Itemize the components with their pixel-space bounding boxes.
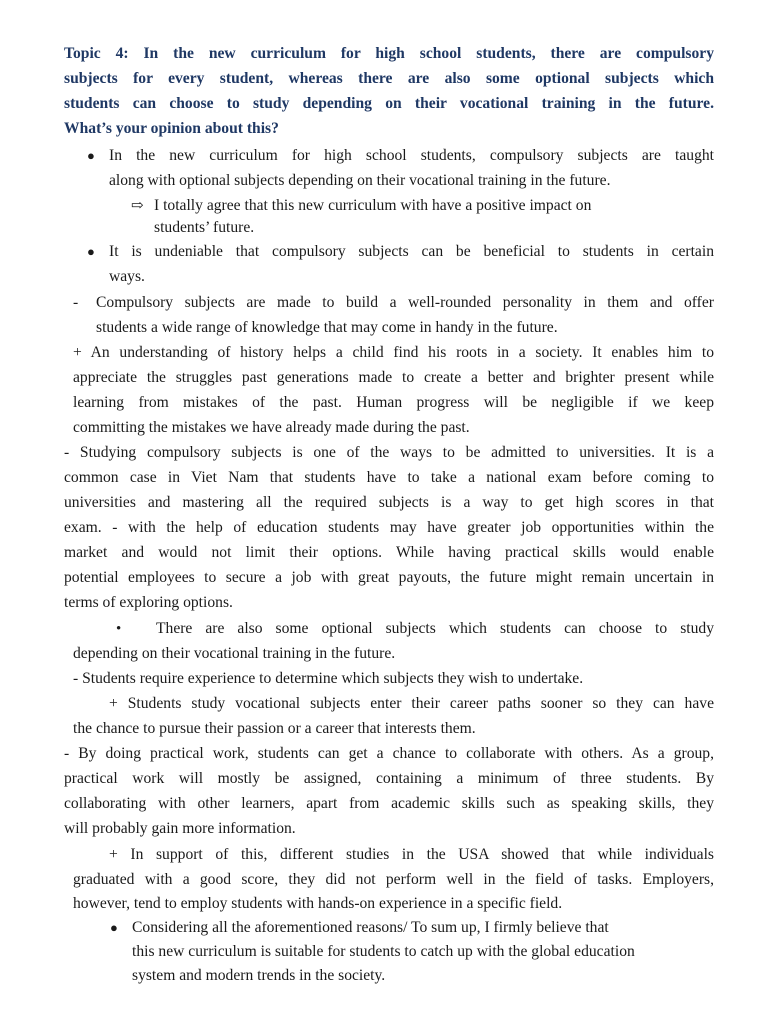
text-line: will probably gain more information. (64, 820, 296, 837)
text-line: ways. (109, 268, 145, 285)
text-line: There are also some optional subjects which students can choose to study (156, 620, 714, 637)
text-line: graduated with a good score, they did not perform well in the field of tasks. Employers, (73, 871, 714, 888)
text-line: students’ future. (154, 219, 255, 236)
text-line: + An understanding of history helps a child find his roots in a society. It enables him to (73, 344, 714, 361)
text-line: - By doing practical work, students can get a chance to collaborate with others. As a group, (64, 745, 714, 762)
text-line: I totally agree that this new curriculum with have a positive impact on (154, 197, 592, 214)
topic-line: subjects for every student, whereas there are also some optional subjects which (64, 70, 714, 87)
text-line: - Students require experience to determine which subjects they wish to undertake. (73, 670, 584, 687)
bullet-icon: ● (110, 920, 118, 935)
bullet-icon: • (116, 621, 122, 637)
text-line: collaborating with other learners, apart from academic skills such as speaking skills, they (64, 795, 714, 812)
text-line: It is undeniable that compulsory subjects can be beneficial to students in certain (109, 243, 714, 260)
text-line: universities and mastering all the required subjects is a way to get high scores in that (64, 494, 714, 511)
text-line: system and modern trends in the society. (132, 967, 386, 984)
text-line: appreciate the struggles past generations made to create a better and brighter present while (73, 369, 714, 386)
text-line: the chance to pursue their passion or a career that interests them. (73, 720, 476, 737)
text-line: learning from mistakes of the past. Human progress will be negligible if we keep (73, 394, 714, 411)
arrow-right-icon: ⇨ (131, 198, 144, 214)
text-line: - Studying compulsory subjects is one of the ways to be admitted to universities. It is a (64, 444, 714, 461)
dash-marker: - (73, 294, 79, 311)
text-line: Considering all the aforementioned reasons/ To sum up, I firmly believe that (132, 919, 609, 936)
text-line: however, tend to employ students with hands-on experience in a specific field. (73, 895, 563, 912)
bullet-icon: ● (87, 148, 95, 163)
text-line: + In support of this, different studies in the USA showed that while individuals (109, 846, 714, 863)
topic-line: students can choose to study depending on their vocational training in the future. (64, 95, 714, 112)
bullet-icon: ● (87, 244, 95, 259)
topic-line: Topic 4: In the new curriculum for high school students, there are compulsory (64, 45, 714, 62)
text-line: terms of exploring options. (64, 594, 233, 611)
text-line: this new curriculum is suitable for students to catch up with the global education (132, 943, 635, 960)
text-line: students a wide range of knowledge that may come in handy in the future. (96, 319, 558, 336)
text-line: potential employees to secure a job with great payouts, the future might remain uncertain in (64, 569, 714, 586)
text-line: In the new curriculum for high school students, compulsory subjects are taught (109, 147, 714, 164)
text-line: committing the mistakes we have already made during the past. (73, 419, 470, 436)
text-line: along with optional subjects depending on their vocational training in the future. (109, 172, 611, 189)
text-line: + Students study vocational subjects enter their career paths sooner so they can have (109, 695, 714, 712)
text-line: practical work will mostly be assigned, containing a minimum of three students. By (64, 770, 714, 787)
text-line: market and would not limit their options. While having practical skills would enable (64, 544, 714, 561)
text-line: common case in Viet Nam that students have to take a national exam before coming to (64, 469, 714, 486)
text-line: exam. - with the help of education students may have greater job opportunities within the (64, 519, 714, 536)
topic-line: What’s your opinion about this? (64, 120, 279, 137)
text-line: depending on their vocational training in the future. (73, 645, 396, 662)
text-line: Compulsory subjects are made to build a well-rounded personality in them and offer (96, 294, 714, 311)
